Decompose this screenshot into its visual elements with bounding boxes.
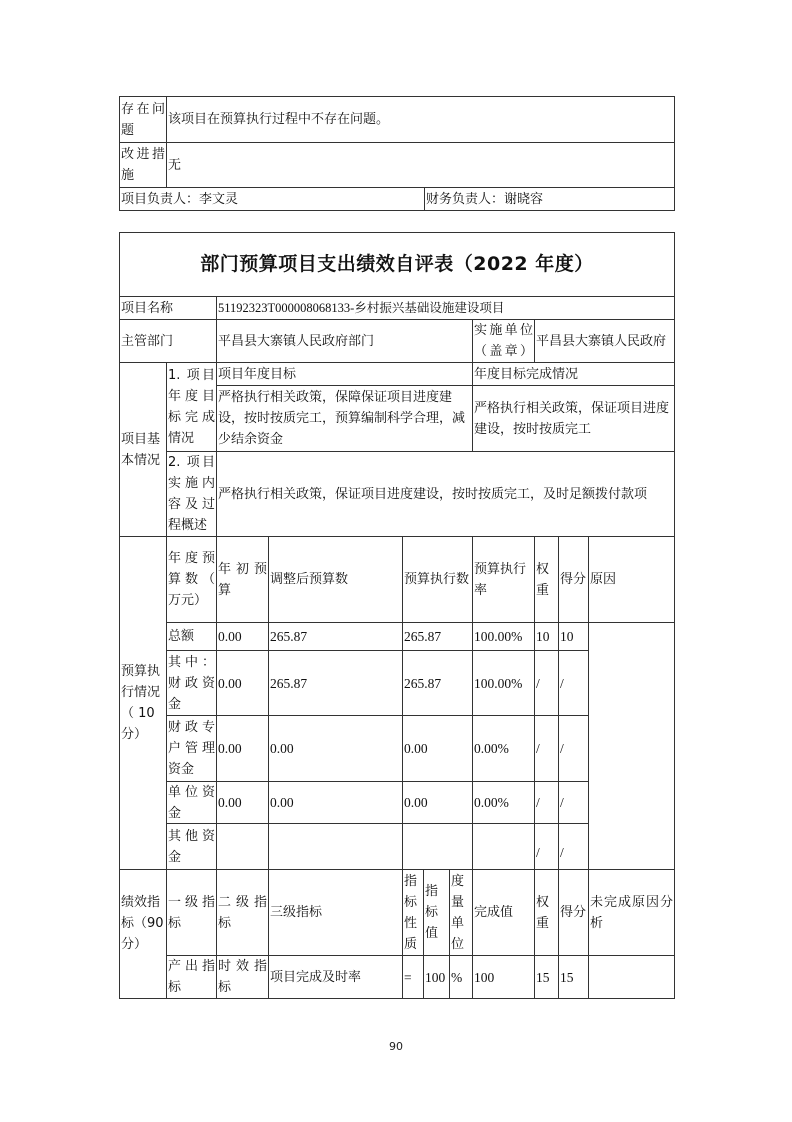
budget-row-rate: 100.00% [472,622,535,651]
perf-row-reason [588,955,675,999]
perf-row-score: 15 [558,955,589,999]
budget-header-score: 得分 [558,536,589,623]
improve-value: 无 [166,142,675,188]
goal-label: 1. 项目年度目标完成情况 [166,362,217,452]
perf-header-weight: 权重 [534,869,559,956]
budget-row-name: 其中：财政资金 [166,650,217,716]
dept-label: 主管部门 [119,319,217,363]
budget-row-rate: 100.00% [472,650,535,716]
budget-row-executed: 0.00 [402,781,473,824]
budget-row-score: 10 [558,622,589,651]
budget-row-score: / [558,715,589,782]
perf-header-level3: 三级指标 [268,869,403,956]
budget-row-initial: 0.00 [216,781,269,824]
budget-section-label: 预算执行情况（ 10分） [119,536,167,870]
perf-header-level1: 一级指标 [166,869,217,956]
budget-row-name: 总额 [166,622,217,651]
budget-reason-cell [588,622,675,870]
budget-row-initial: 0.00 [216,650,269,716]
budget-row-weight: / [534,823,559,870]
goal-value: 严格执行相关政策，保障保证项目进度建设，按时按质完工，预算编制科学合理，减少结余资金 [216,385,473,452]
perf-row-level3: 项目完成及时率 [268,955,403,999]
budget-row-executed: 0.00 [402,715,473,782]
budget-row-rate: 0.00% [472,781,535,824]
project-lead: 项目负责人：李文灵 [119,187,425,211]
perf-row-level2: 时效指标 [216,955,269,999]
project-name-value: 51192323T000008068133-乡村振兴基础设施建设项目 [216,296,675,320]
impl-unit-label: 实施单位（盖章） [472,319,535,363]
budget-row-initial [216,823,269,870]
budget-row-adjusted [268,823,403,870]
budget-row-initial: 0.00 [216,715,269,782]
budget-row-adjusted: 0.00 [268,781,403,824]
budget-row-rate: 0.00% [472,715,535,782]
budget-row-name: 其他资金 [166,823,217,870]
finance-lead: 财务负责人：谢晓容 [424,187,675,211]
perf-header-value: 指标值 [423,869,450,956]
perf-row-value: 100 [423,955,450,999]
perf-row-unit: % [449,955,473,999]
budget-row-executed: 265.87 [402,622,473,651]
issues-label: 存在问题 [119,96,167,143]
dept-value: 平昌县大寨镇人民政府部门 [216,319,473,363]
project-name-label: 项目名称 [119,296,217,320]
budget-row-score: / [558,781,589,824]
budget-row-rate [472,823,535,870]
budget-row-adjusted: 265.87 [268,622,403,651]
form-title: 部门预算项目支出绩效自评表（2022 年度） [119,232,675,297]
budget-row-adjusted: 265.87 [268,650,403,716]
budget-header-rate: 预算执行率 [472,536,535,623]
perf-row-level1: 产出指标 [166,955,217,999]
perf-header-reason: 未完成原因分析 [588,869,675,956]
budget-row-score: / [558,823,589,870]
page-number: 90 [389,1040,403,1053]
budget-header-reason: 原因 [588,536,675,623]
goal-header: 项目年度目标 [216,362,473,386]
completion-value: 严格执行相关政策，保证项目进度建设，按时按质完工 [472,385,675,452]
basic-section-label: 项目基本情况 [119,362,167,537]
budget-row-score: / [558,650,589,716]
perf-row-actual: 100 [472,955,535,999]
perf-row-weight: 15 [534,955,559,999]
budget-header-weight: 权重 [534,536,559,623]
impl-value: 严格执行相关政策，保证项目进度建设，按时按质完工，及时足额拨付款项 [216,451,675,537]
perf-header-actual: 完成值 [472,869,535,956]
budget-row-weight: / [534,715,559,782]
budget-row-executed: 265.87 [402,650,473,716]
issues-value: 该项目在预算执行过程中不存在问题。 [166,96,675,143]
perf-header-score: 得分 [558,869,589,956]
perf-row-nature: = [402,955,424,999]
budget-row-adjusted: 0.00 [268,715,403,782]
budget-row-executed [402,823,473,870]
budget-header-year: 年度预算数（ 万元） [166,536,217,623]
budget-row-name: 财政专户管理资金 [166,715,217,782]
budget-row-weight: / [534,781,559,824]
perf-header-unit: 度量单位 [449,869,473,956]
perf-header-level2: 二级指标 [216,869,269,956]
budget-row-weight: / [534,650,559,716]
completion-header: 年度目标完成情况 [472,362,675,386]
performance-section-label: 绩效指标（90分） [119,869,167,999]
impl-label: 2. 项目实施内容及过程概述 [166,451,217,537]
budget-row-initial: 0.00 [216,622,269,651]
budget-row-weight: 10 [534,622,559,651]
budget-header-executed: 预算执行数 [402,536,473,623]
budget-header-initial: 年初预算 [216,536,269,623]
perf-header-nature: 指标性质 [402,869,424,956]
budget-row-name: 单位资金 [166,781,217,824]
improve-label: 改进措施 [119,142,167,188]
budget-header-adjusted: 调整后预算数 [268,536,403,623]
impl-unit-value: 平昌县大寨镇人民政府 [534,319,675,363]
